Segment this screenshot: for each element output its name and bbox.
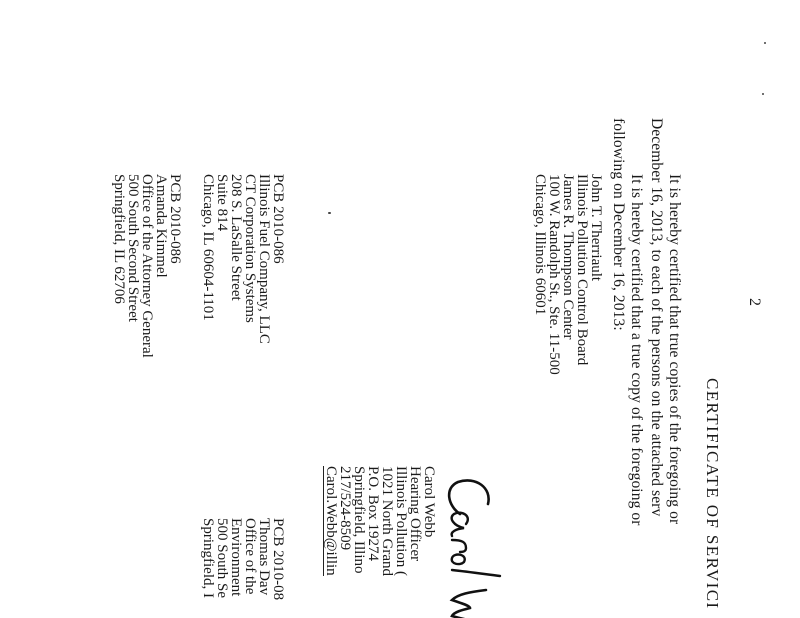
addressee-block [533,174,603,375]
signer-line: 217/524-8509 [337,466,353,551]
service-line: Office of the Attorney General [139,174,155,358]
paragraph-2-line-2: following on December 16, 2013: [610,118,627,331]
paragraph-2-line-1: It is hereby certified that a true copy of the foregoing or [628,174,645,526]
addressee-line: James R. Thompson Center [560,174,576,340]
addressee-line: 100 W. Randolph St., Ste. 11-500 [546,174,562,375]
service-block-environmental [201,518,285,600]
paragraph-1-line-1: It is hereby certified that true copies of the foregoing or [666,174,683,525]
service-line: Springfield, I [200,518,216,598]
page-number: 2 [746,298,763,306]
signer-line: Hearing Officer [407,466,423,562]
service-line: 500 South Se [214,518,230,599]
scan-speck [328,212,331,214]
handwritten-signature [430,466,510,618]
addressee-line: John T. Therriault [588,174,604,282]
signer-line: 1021 North Grand [379,466,395,576]
scan-speck [762,93,764,95]
service-line: Chicago, IL 60604-1101 [200,174,216,321]
signer-line: Springfield, Illino [351,466,367,574]
service-line: 208 S. LaSalle Street [228,174,244,301]
certificate-heading: CERTIFICATE OF SERVICI [703,378,722,610]
service-line: PCB 2010-086 [270,174,286,264]
service-line: Illinois Fuel Company, LLC [256,174,272,344]
service-line: Environment [228,518,244,597]
service-block-illinois-fuel [201,174,285,344]
service-line: PCB 2010-086 [167,174,183,264]
signer-line: Illinois Pollution ( [393,466,409,577]
service-line: PCB 2010-08 [270,518,286,601]
service-line: Office of the [242,518,258,595]
signer-line: P.O. Box 19274 [365,466,381,562]
service-line: CT Corporation Systems [242,174,258,323]
service-line: Thomas Dav [256,518,272,596]
addressee-line: Illinois Pollution Control Board [574,174,590,366]
service-block-attorney-general [112,174,182,358]
service-line: Springfield, IL 62706 [111,174,127,304]
signer-line: Carol Webb [421,466,437,538]
addressee-line: Chicago, Illinois 60601 [532,174,548,316]
service-line: 500 South Second Street [125,174,141,322]
scan-speck [764,42,766,44]
service-line: Amanda Kimmel [153,174,169,278]
service-line: Suite 814 [214,174,230,232]
paragraph-1-line-2: December 16, 2013, to each of the persons on the attached serv [648,118,665,517]
signer-block [323,466,436,576]
signer-email: Carol.Webb@illin [323,466,339,576]
